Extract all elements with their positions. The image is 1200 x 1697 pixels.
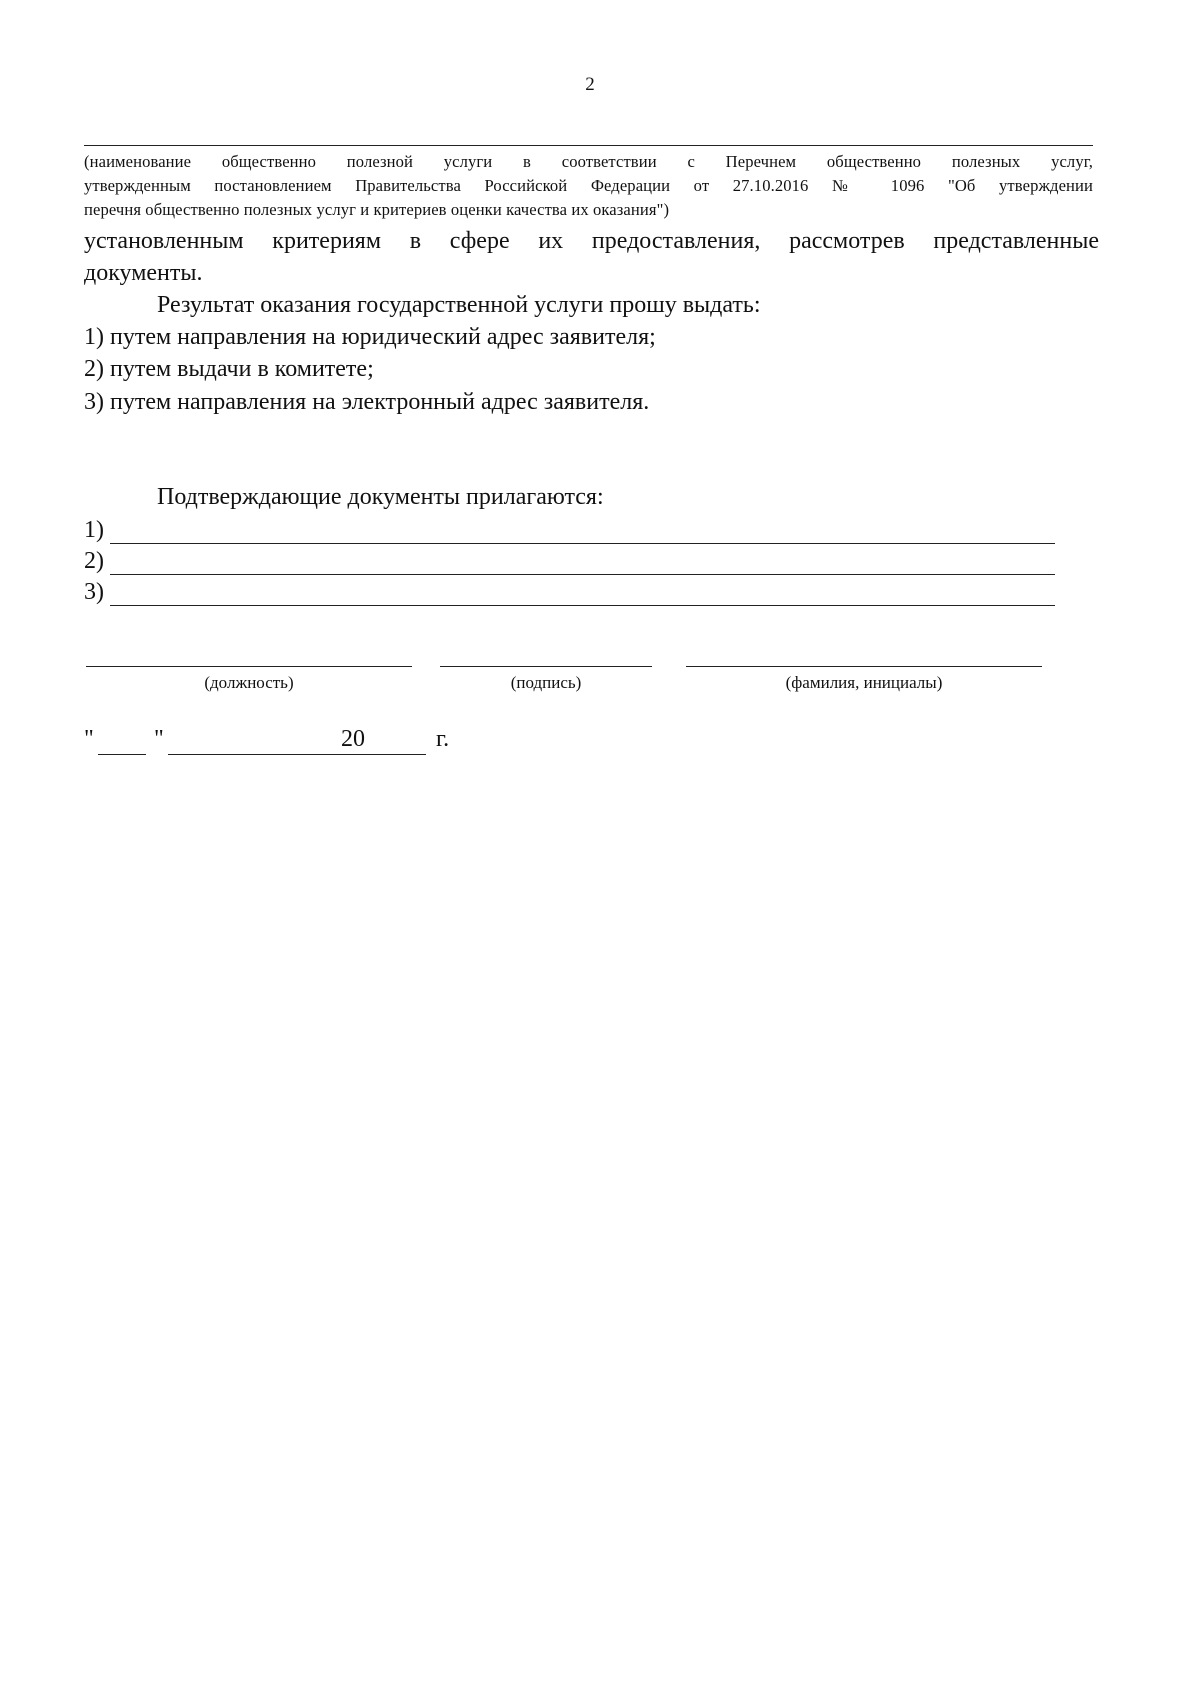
- year-blank[interactable]: [370, 754, 426, 755]
- date-close-quote: ": [154, 726, 164, 752]
- service-name-line: [84, 145, 1093, 146]
- attachment-number: 1): [84, 517, 104, 543]
- full-name-label: (фамилия, инициалы): [785, 673, 943, 692]
- attachments-intro: Подтверждающие документы прилагаются:: [157, 484, 604, 510]
- option-1: 1) путем направления на юридический адрес заявителя;: [84, 324, 656, 350]
- signature-label: (подпись): [510, 673, 582, 692]
- attachment-number: 2): [84, 548, 104, 574]
- signature-line[interactable]: [440, 666, 652, 667]
- service-caption: [84, 150, 1093, 222]
- date-open-quote: ": [84, 726, 94, 752]
- year-century: 20: [341, 726, 365, 752]
- attachment-row[interactable]: [84, 576, 1055, 606]
- service-caption-line-2: утвержденным постановлением Правительства Российской Федерации от 27.10.2016 № 1096 "Об утверждении: [84, 176, 1093, 195]
- attachment-blank[interactable]: [110, 552, 1055, 575]
- result-intro: Результат оказания государственной услуги прошу выдать:: [157, 292, 761, 318]
- service-caption-line-1: (наименование общественно полезной услуги в соответствии с Перечнем общественно полезных услуг,: [84, 152, 1093, 171]
- criteria-text-line-1: установленным критериям в сфере их предоставления, рассмотрев представленные: [84, 228, 1099, 254]
- full-name-line[interactable]: [686, 666, 1042, 667]
- attachment-number: 3): [84, 579, 104, 605]
- attachment-row[interactable]: [84, 514, 1055, 544]
- option-2: 2) путем выдачи в комитете;: [84, 356, 374, 382]
- year-suffix: г.: [436, 726, 450, 752]
- day-blank[interactable]: [98, 754, 146, 755]
- attachment-blank[interactable]: [110, 583, 1055, 606]
- option-3: 3) путем направления на электронный адрес заявителя.: [84, 389, 650, 415]
- attachment-blank[interactable]: [110, 521, 1055, 544]
- position-label: (должность): [204, 673, 294, 692]
- position-line[interactable]: [86, 666, 412, 667]
- page-number: 2: [585, 74, 595, 95]
- criteria-text-line-2: документы.: [84, 260, 203, 286]
- service-caption-line-3: перечня общественно полезных услуг и критериев оценки качества их оказания"): [84, 200, 670, 219]
- attachment-row[interactable]: [84, 545, 1055, 575]
